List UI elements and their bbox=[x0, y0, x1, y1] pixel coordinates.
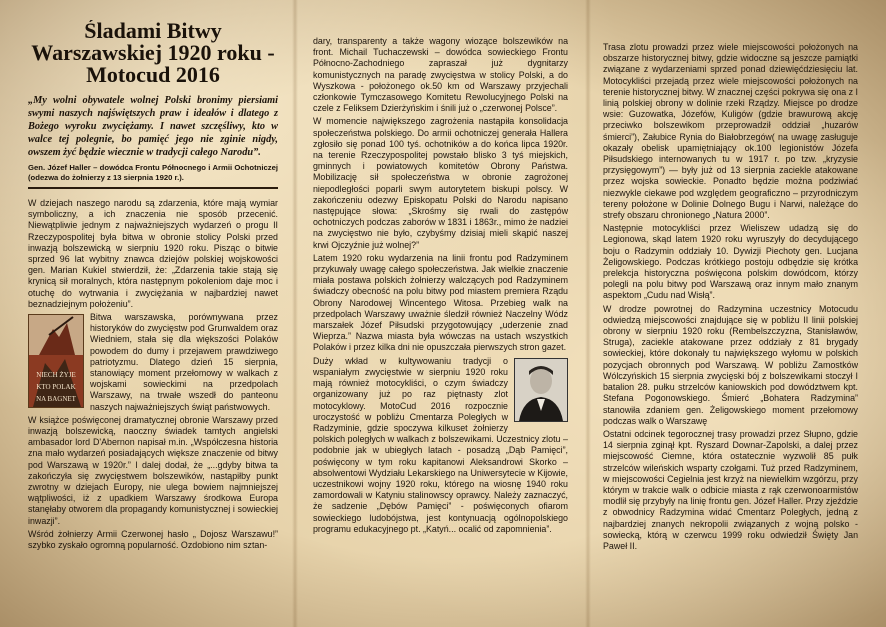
paragraph: Bitwa warszawska, porównywana przez historyków do zwycięstw pod Grunwaldem oraz Wiedniem, stała się dla większości Polaków powodem do dumy i przejawem prawdziwego patriotyzmu. Dlatego dzień 15 sierpnia, stanowiący moment przełomowy w walkach z wojskami sowieckimi na przedpolach Warszawy, na trwałe wszedł do panteonu naszych najważniejszych świąt państwowych. bbox=[90, 312, 278, 412]
opening-quote: „My wolni obywatele wolnej Polski bronimy piersiami swymi naszych najświętszych praw i ideałów i dlatego z Bożego wyroku zwyciężamy. I nawet szczęśliwy, kto w walce tej polegnie, bo pamięć jego nie zginie nigdy, owszem żyć będzie wiecznie w tradycji całego Narodu”. bbox=[28, 95, 278, 158]
page-fold-left bbox=[292, 0, 298, 627]
column-2 bbox=[313, 36, 568, 627]
poster-image bbox=[28, 314, 84, 408]
svg-text:KTO POLAK: KTO POLAK bbox=[36, 383, 76, 392]
quote-author: Gen. Józef Haller – dowódca Frontu Północnego i Armii Ochotniczej (odezwa do żołnierzy z 13 sierpnia 1920 r.). bbox=[28, 163, 278, 182]
divider bbox=[28, 187, 278, 189]
paragraph: W drodze powrotnej do Radzymina uczestnicy Motocudu odwiedzą miejscowości znajdujące się w pobliżu II linii polskiej obrony w sierpniu 1920 roku (Rembelszczyzna, Stanisławów, Struga), zaciekle atakowane przez oddziały z 81 brygady sowieckiej, które dokonały tu największego wyłomu w polskich pozycjach obronnych pod Warszawą. W pobliżu Zamostków Wólczyńskich 15 sierpnia zwycięski bój z bolszewikami stoczył I batalion 28. pułku strzelców kaniowskich pod dowództwem kpt. Stefana Pogonowskiego. Śmierć „Bohatera Radzymina” stanowiła zdaniem gen. Żeligowskiego moment przełomowy podczas walk o Warszawę bbox=[603, 303, 858, 426]
paragraph: W dziejach naszego narodu są zdarzenia, które mają wymiar symboliczny, a ich znaczenia nie sposób przecenić. Niewątpliwie jednym z najważniejszych wydarzeń o progu II Rzeczypospolitej była bitwa w obronie stolicy Polski przed inwazją bolszewicką w sierpniu 1920 roku. Pisząc o bitwie sprzed 96 lat wybitny znawca dziejów polskiej wojskowości gen. Marian Kukiel stwierdził, że: „Zdarzenia takie stają się krynicą sił moralnych, która następnym pokoleniom daje moc i otuchę do wytrwania i zwyciężania w najbardziej nawet beznadziejnym położeniu”. bbox=[28, 198, 278, 309]
paragraph: W książce poświęconej dramatycznej obronie Warszawy przed inwazją bolszewicką, naoczny świadek tamtych angielski ambasador lord D'Abernon napisał m.in. „Współczesna historia zna mało wydarzeń posiadających większe znaczenie od bitwy pod Warszawą w 1920r.” I dalej dodał, że „...gdyby bitwa ta zakończyła się zwycięstwem bolszewików, nastąpiłby punkt zwrotny w dziejach Europy, nie ulega bowiem najmniejszej wątpliwości, iż z upadkiem Warszawy środkowa Europa stanęłaby otworem dla propagandy komunistycznej i sowieckiej inwazji”. bbox=[28, 414, 278, 526]
svg-text:NA BAGNET: NA BAGNET bbox=[36, 395, 76, 404]
svg-text:NIECH ŻYJE: NIECH ŻYJE bbox=[36, 371, 76, 380]
paragraph: dary, transparenty a także wagony wiozące bolszewików na front. Michail Tuchaczewski – dowódca sowieckiego Frontu Północno-Zachodniego zapraszał już dygnitarzy komunistycznych na paradę zwycięstwa w stolicy Polski, a do Wyszkowa - położonego ok.50 km od Warszawy przyjechali członkowie Tymczasowego Komitetu Rewolucyjnego Polski na czele z Feliksem Dzierżyńskim i śnili już o „czerwonej Polsce”. bbox=[313, 36, 568, 114]
paragraph: Wśród żołnierzy Armii Czerwonej hasło „ Dojosz Warszawu!” szybko zyskało ogromną popularność. Ozdobiono nim sztan- bbox=[28, 528, 278, 551]
paragraph: Latem 1920 roku wydarzenia na linii frontu pod Radzyminem przykuwały uwagę całego społeczeństwa. Jak wielkie znaczenie miała postawa polskich żołnierzy walczących pod Radzyminem świadczy obecność na polu bitwy pod miastem premiera Rządu Obrony Narodowej Wincentego Witosa. Przebieg walk na przedpolach Warszawy uważnie śledził również Naczelny Wódz marszałek Józef Piłsudski przygotowujący „uderzenie znad Wieprza.” Nazwa miasta była wówczas na ustach wszystkich Polaków i przez kilka dni nie opuszczała pierwszych stron gazet. bbox=[313, 252, 568, 353]
paragraph: Duży wkład w kultywowaniu tradycji o wspaniałym zwycięstwie w sierpniu 1920 roku mają również motocykliści, o czym świadczy organizowany już po raz piętnasty zlot motocyklowy. MotoCud 2016 rozpocznie uroczystość w pobliżu Cmentarza Poległych w Radzyminie, gdzie spoczywa kilkuset żołnierzy polskich poległych w walkach z bolszewikami. Uczestnicy zlotu – podobnie jak w ubiegłych latach - posadzą „Dąb Pamięci”, poświęcony w tym roku kapitanowi Aleksandrowi Skorko – absolwentowi Wydziału Lekarskiego na Uniwersytecie w Kijowie, uczestnikowi wojny 1920 roku, którego na wiosnę 1940 roku zamordowali w Katyniu stalinowscy oprawcy. Należy zaznaczyć, że sadzenie „Dębów Pamięci” - poświęconych ofiarom sowieckiego ludobójstwa, jest kontynuacją ogólnopolskiego programu edukacyjnego pt. „Katyń... ocalić od zapomnienia”. bbox=[313, 355, 568, 534]
column-3 bbox=[603, 42, 858, 627]
portrait-photo bbox=[514, 358, 568, 422]
paragraph: Następnie motocykliści przez Wieliszew udadzą się do Legionowa, skąd latem 1920 roku wyruszyły do decydującego boju o Radzymin oddziały 10. Dywizji Piechoty gen. Lucjana Żeligowskiego. Podczas krótkiego postoju odbędzie się krótka prelekcja historyczna poświęcona polskim dowódcom, którzy polegli na polu bitwy pod Warszawą oraz innym mało znanym aspektom „Cudu nad Wisłą”. bbox=[603, 223, 858, 301]
paragraph: Ostatni odcinek tegorocznej trasy prowadzi przez Słupno, gdzie 14 sierpnia zginął kpt. Ryszard Downar-Zapolski, a dalej przez miejscowość Ciemne, która ostatecznie wyzwolił 85 pułk strzelców wileńskich wsparty czołgami. Tuż przed Radzyminem, w miejscowości Cegielnia jest krzyż na niewielkim wzgórzu, przy którym w trakcie walk o odbicie miasta z rąk czerwonoarmistów modlił się przybyły na linię frontu gen. Józef Haller. Przy zjeździe z obwodnicy Radzymina widać Cmentarz Poległych, jedną z najbardziej znanych nekropolii związanych z wojną polsko - sowiecką, którą w czerwcu 1999 roku odwiedził Święty Jan Paweł II. bbox=[603, 428, 858, 551]
column-1 bbox=[28, 20, 278, 627]
article-title: Śladami Bitwy Warszawskiej 1920 roku - Motocud 2016 bbox=[31, 20, 275, 87]
page-fold-right bbox=[585, 0, 591, 627]
paragraph: W momencie największego zagrożenia nastąpiła konsolidacja społeczeństwa polskiego. Do armii ochotniczej generała Hallera zgłosiło się ponad 100 tyś. ochotników a do końca lipca 1920r. na terenie Rzeczypospolitej powstało blisko 3 tyś miejskich, gminnych i powiatowych komitetów Obrony Państwa. Mobilizację sił społeczeństwa w obronie zagrożonej niepodległości poparli swym autorytetem biskupi polscy. W zakończeniu odezwy Episkopatu Polski do Narodu napisano następujące słowa: „Skrośmy się rwali do zastępów ochotniczych podczas zaborów w 1831 i 1863r., mimo że nadziei na zwycięstwo nie było, czybyśmy dzisiaj mieli skąpić naszej krwi Ojczyźnie już wolnej?” bbox=[313, 116, 568, 250]
paragraph: Trasa zlotu prowadzi przez wiele miejscowości położonych na obszarze historycznej bitwy, gdzie widoczne są jeszcze pamiątki związane z wydarzeniami sprzed ponad dziewięćdziesięciu lat. Motocykliści przejadą przez wiele miejscowości położonych na terenie historycznej bitwy. W znacznej części pokrywa się ona z I linią polskiej obrony w dolinie rzeki Rządzy. Miejsce po drodze wsie: Guzowatka, Józefów, Kuligów (gdzie brawurową akcję przeciwko bolszewikom przeprowadził oddział „huzarów śmierci”), Załubice Rynia do Białobrzegów( na uwagę zasługuje okazały obelisk upamiętniający ok.100 legionistów Józefa Piłsudskiego internowanych tu w 1917 r. po tzw. „kryzysie przysięgowym”) — były już od 13 sierpnia zaciekle atakowane przez wojska sowieckie. Ponadto będzie można podziwiać niezwykle ciekawe pod względem geograficzno – przyrodniczym tereny położone w Dolinie Dolnego Bugu i Narwi, należące do strefy obszaru chronionego „Natura 2000”. bbox=[603, 42, 858, 221]
